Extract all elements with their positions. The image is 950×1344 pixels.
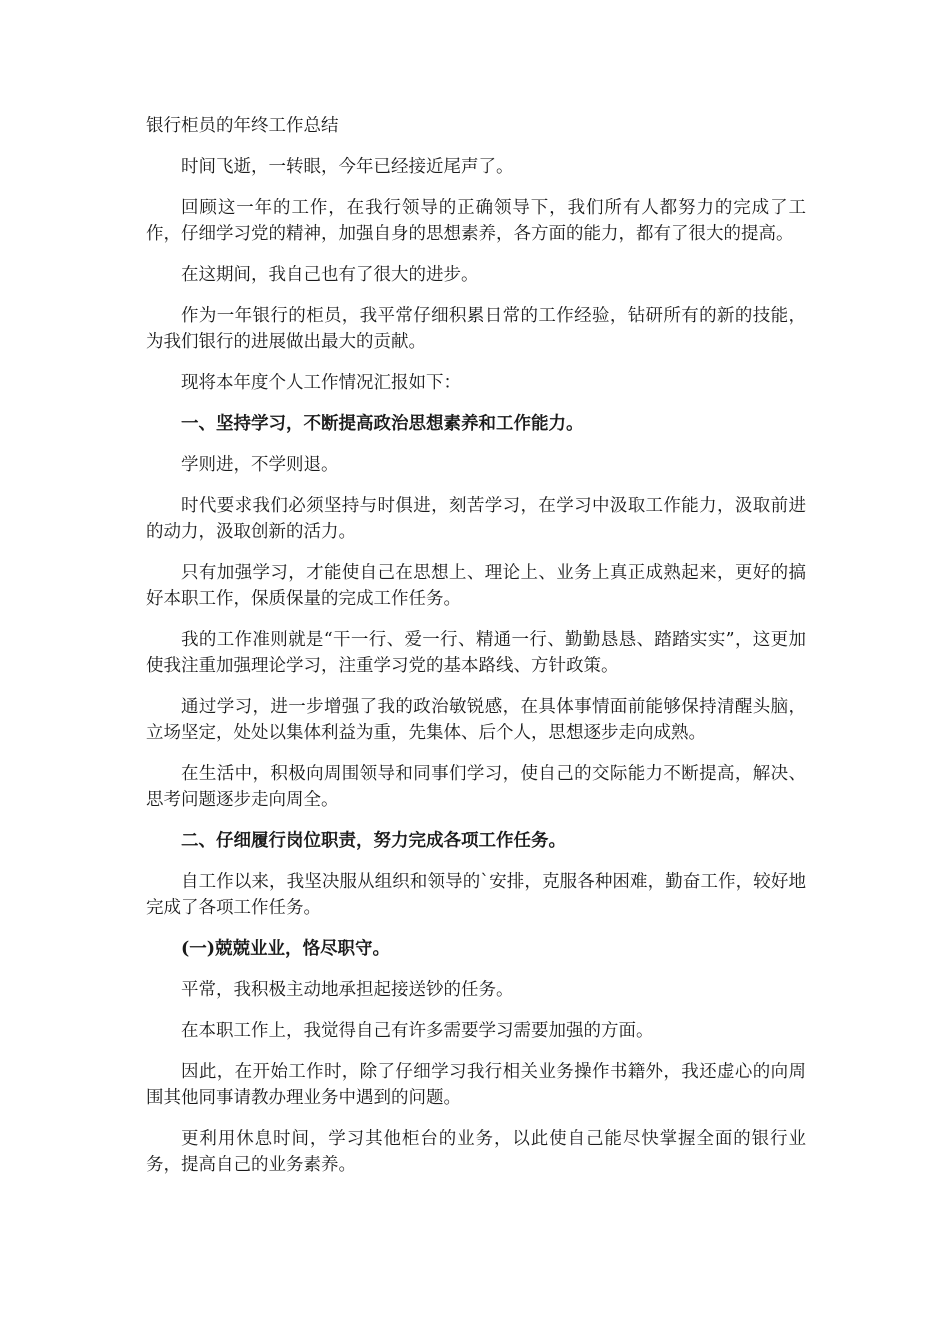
paragraph-need-learn: 在本职工作上，我觉得自己有许多需要学习需要加强的方面。 bbox=[181, 1021, 654, 1041]
paragraph-principle: 我的工作准则就是“干一行、爱一行、精通一行、勤勤恳恳、踏踏实实”，这更加使我注重加强理论学习，注重学习党的基本路线、方针政策。 bbox=[146, 630, 806, 676]
paragraph-sensitivity: 通过学习，进一步增强了我的政治敏锐感，在具体事情面前能够保持清醒头脑，立场坚定，处处以集体利益为重，先集体、后个人，思想逐步走向成熟。 bbox=[146, 697, 806, 743]
paragraph-therefore: 因此，在开始工作时，除了仔细学习我行相关业务操作书籍外，我还虚心的向周围其他同事请教办理业务中遇到的问题。 bbox=[146, 1062, 806, 1108]
paragraph-strengthen: 只有加强学习，才能使自己在思想上、理论上、业务上真正成熟起来，更好的搞好本职工作，保质保量的完成工作任务。 bbox=[146, 563, 806, 609]
paragraph-cash-delivery: 平常，我积极主动地承担起接送钞的任务。 bbox=[181, 980, 514, 1000]
paragraph-teller-role: 作为一年银行的柜员，我平常仔细积累日常的工作经验，钻研所有的新的技能，为我们银行的进展做出最大的贡献。 bbox=[146, 306, 806, 352]
section-heading-1: 一、坚持学习，不断提高政治思想素养和工作能力。 bbox=[181, 414, 584, 434]
section-heading-2: 二、仔细履行岗位职责，努力完成各项工作任务。 bbox=[181, 831, 566, 851]
document-title: 银行柜员的年终工作总结 bbox=[146, 116, 339, 136]
paragraph-review: 回顾这一年的工作，在我行领导的正确领导下，我们所有人都努力的完成了工作，仔细学习党的精神，加强自身的思想素养，各方面的能力，都有了很大的提高。 bbox=[146, 198, 806, 244]
paragraph-times: 时代要求我们必须坚持与时俱进，刻苦学习，在学习中汲取工作能力，汲取前进的动力，汲取创新的活力。 bbox=[146, 496, 806, 542]
paragraph-progress: 在这期间，我自己也有了很大的进步。 bbox=[181, 265, 479, 285]
paragraph-learning: 学则进，不学则退。 bbox=[181, 455, 339, 475]
paragraph-life: 在生活中，积极向周围领导和同事们学习，使自己的交际能力不断提高，解决、思考问题逐步走向周全。 bbox=[146, 764, 806, 810]
paragraph-since-work: 自工作以来，我坚决服从组织和领导的`安排，克服各种困难，勤奋工作，较好地完成了各项工作任务。 bbox=[146, 872, 806, 918]
document-body bbox=[146, 113, 806, 1193]
subsection-heading-1: (一)兢兢业业，恪尽职守。 bbox=[181, 939, 391, 959]
paragraph-intro: 时间飞逝，一转眼，今年已经接近尾声了。 bbox=[181, 157, 514, 177]
paragraph-rest-time: 更利用休息时间，学习其他柜台的业务，以此使自己能尽快掌握全面的银行业务，提高自己的业务素养。 bbox=[146, 1129, 806, 1175]
paragraph-report-intro: 现将本年度个人工作情况汇报如下： bbox=[181, 373, 461, 393]
